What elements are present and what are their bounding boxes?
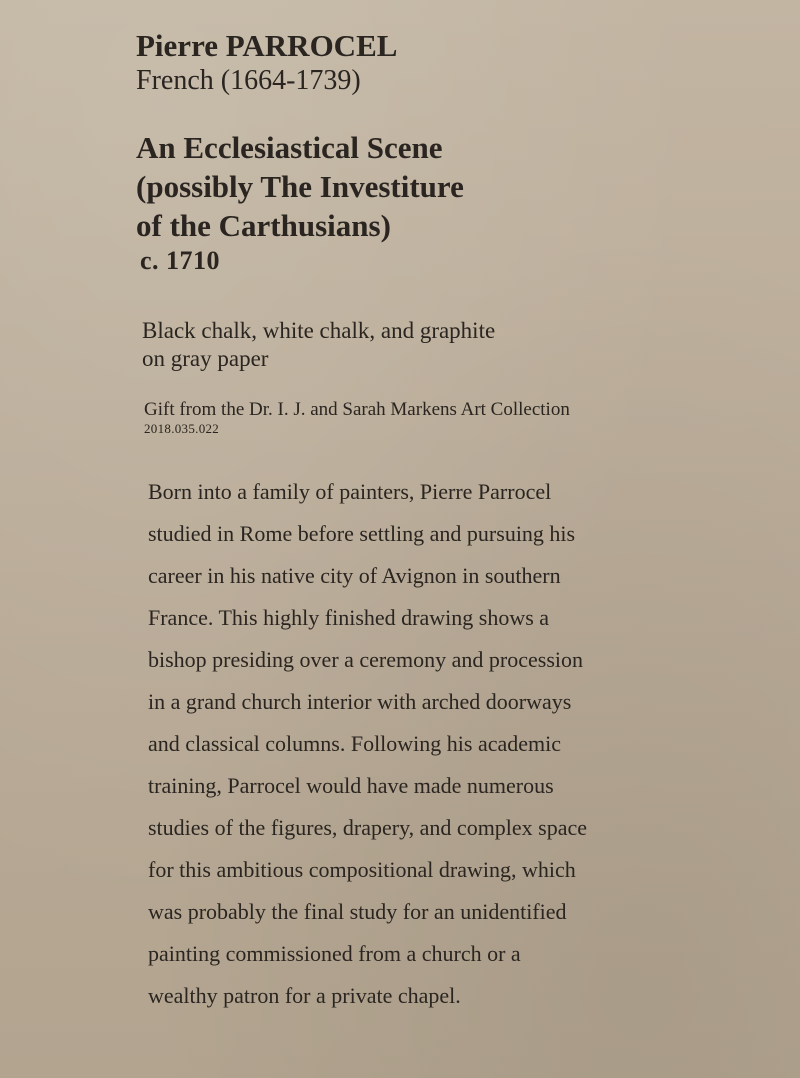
credit-line: Gift from the Dr. I. J. and Sarah Markens Art Collection [144, 399, 570, 420]
artist-nationality-dates: French (1664-1739) [136, 65, 361, 96]
description-line: studies of the figures, drapery, and complex space [148, 815, 588, 840]
description-text [148, 471, 688, 1017]
artwork-medium [142, 317, 760, 373]
description-line: bishop presiding over a ceremony and procession [148, 647, 583, 672]
description-line: was probably the final study for an unidentified [148, 899, 567, 924]
artwork-title [136, 128, 760, 245]
description-line: painting commissioned from a church or a [148, 941, 521, 966]
artwork-title-line: of the Carthusians) [136, 208, 391, 243]
description-line: and classical columns. Following his academic [148, 731, 562, 756]
description-line: training, Parrocel would have made numerous [148, 773, 554, 798]
description-line: in a grand church interior with arched doorways [148, 689, 572, 714]
artwork-title-line: (possibly The Investiture [136, 169, 464, 204]
description-line: for this ambitious compositional drawing, which [148, 857, 576, 882]
medium-line: Black chalk, white chalk, and graphite [142, 318, 496, 343]
artwork-date: c. 1710 [140, 246, 221, 275]
description-line: studied in Rome before settling and pursuing his [148, 521, 576, 546]
description-line: wealthy patron for a private chapel. [148, 983, 461, 1008]
description-line: Born into a family of painters, Pierre Parrocel [148, 479, 552, 504]
artist-name: Pierre PARROCEL [136, 28, 398, 63]
description-line: career in his native city of Avignon in southern [148, 563, 561, 588]
description-line: France. This highly finished drawing shows a [148, 605, 550, 630]
artwork-title-line: An Ecclesiastical Scene [136, 130, 443, 165]
medium-line: on gray paper [142, 346, 269, 371]
accession-number: 2018.035.022 [144, 421, 220, 436]
